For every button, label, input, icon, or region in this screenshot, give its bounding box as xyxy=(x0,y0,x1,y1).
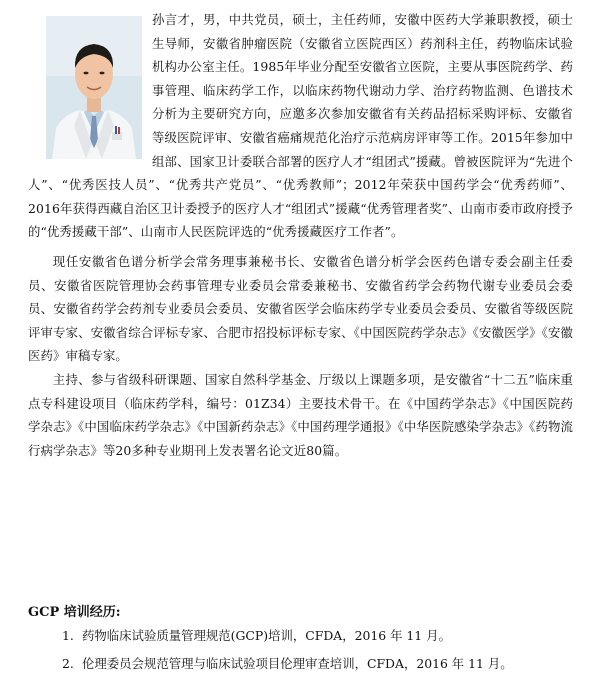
gcp-item-number: 1. xyxy=(62,628,74,643)
bio-text xyxy=(28,8,573,462)
bio-paragraph-2: 现任安徽省色谱分析学会常务理事兼秘书长、安徽省色谱分析学会医药色谱专委会副主任委员、安徽省医院管理协会药事管理专业委员会常委兼秘书、安徽省药学会药物代谢专业委员会委员、安徽省药学会药剂专业委员会委员、安徽省医学会临床药学专业委员会委员、安徽省等级医院评审专家、安徽省综合评标专家、合肥市招投标评标专家、《中国医院药学杂志》《安徽医学》《安徽医药》审稿专家。 xyxy=(28,253,573,364)
gcp-item-text: 伦理委员会规范管理与临床试验项目伦理审查培训，CFDA，2016 年 11 月。 xyxy=(82,656,513,671)
gcp-item-number: 2. xyxy=(62,656,74,671)
gcp-item-text: 药物临床试验质量管理规范(GCP)培训，CFDA，2016 年 11 月。 xyxy=(82,628,451,643)
bio-paragraph-1 xyxy=(28,8,573,244)
gcp-list-item xyxy=(62,652,513,680)
bio-paragraph-1-text: 孙言才，男，中共党员，硕士，主任药师，安徽中医药大学兼职教授，硕士生导师，安徽省肿瘤医院（安徽省立医院西区）药剂科主任，药物临床试验机构办公室主任。1985年毕业分配至安徽省立医院，主要从事医院药学、药事管理、临床药学工作，以临床药物代谢动力学、治疗药物监测、色谱技术分析为主要研究方向，应邀多次参加安徽省有关药品招标采购评标、安徽省等级医院评审、安徽省癌痛规范化治疗示范病房评审等工作。2015年参加中组部、国家卫计委联合部署的医疗人才“组团式”援藏。曾被医院评为“先进个人”、“优秀医技人员”、“优秀共产党员”、“优秀教师”；2012年荣获中国药学会“优秀药师”、2016年获得西藏自治区卫计委授予的医疗人才“组团式”援藏“优秀管理者奖”、山南市委市政府授予的“优秀援藏干部”、山南市人民医院评选的“优秀援藏医疗工作者”。 xyxy=(28,12,573,240)
gcp-list xyxy=(62,624,513,680)
bio-paragraph-3: 主持、参与省级科研课题、国家自然科学基金、厅级以上课题多项，是安徽省“十二五”临床重点专科建设项目（临床药学科，编号：01Z34）主要技术骨干。在《中国药学杂志》《中国医院药学杂志》《中国临床药学杂志》《中国新药杂志》《中国药理学通报》《中华医院感染学杂志》《药物流行病学杂志》等20多种专业期刊上发表署名论文近80篇。 xyxy=(28,371,573,458)
gcp-list-item xyxy=(62,624,513,652)
photo-spacer xyxy=(28,8,152,168)
gcp-heading: GCP 培训经历: xyxy=(28,605,121,620)
